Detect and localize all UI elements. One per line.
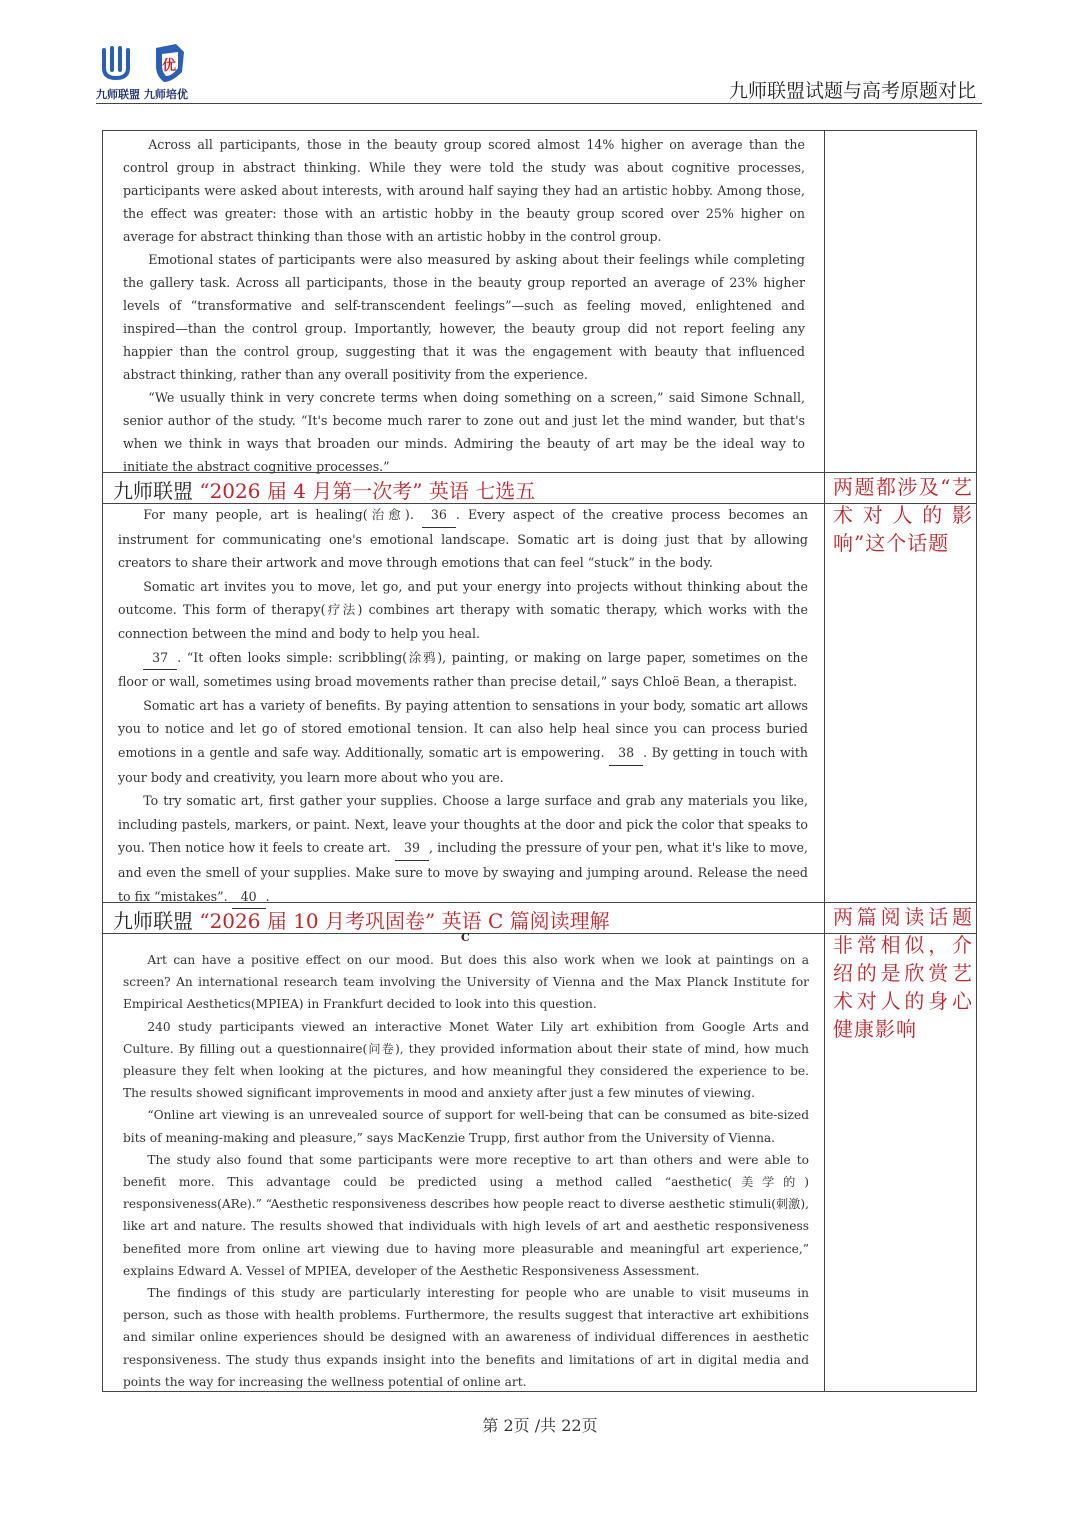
paragraph: For many people, art is healing(治愈). 36 . Every aspect of the creative process becomes an instrument for communicating one's emotional landscape. Somatic art is doing just that by allowing creators to share their artwork and move through emotions that can feel “stuck” in the body. bbox=[118, 503, 808, 575]
paragraph: To try somatic art, first gather your supplies. Choose a large surface and grab any materials you like, including pastels, markers, or paint. Next, leave your thoughts at the door and pick the color that speaks to you. Then notice how it feels to create art. 39 , including the pressure of your pen, what it's like to move, and even the smell of your supplies. Make sure to move by swaying and jumping around. Release the need to fix “mistakes”. 40 . bbox=[118, 789, 808, 909]
header-divider bbox=[96, 103, 982, 104]
comparison-note-1: 两题都涉及“艺术对人的影响”这个话题 bbox=[833, 475, 973, 555]
passage-original bbox=[123, 133, 805, 478]
passage-seven-choose-five bbox=[118, 503, 808, 909]
passage-reading-c bbox=[123, 949, 809, 1393]
title-exam: “2026 届 10 月考巩固卷” bbox=[199, 909, 436, 933]
paragraph: “We usually think in very concrete terms when doing something on a screen,” said Simone Schnall, senior author of the study. “It's become much rarer to zone out and just let the mind wander, but that's when we think in ways that broaden our minds. Admiring the beauty of art may be the ideal way to initiate the abstract cognitive processes.” bbox=[123, 390, 805, 474]
paragraph: Across all participants, those in the beauty group scored almost 14% higher on average than the control group in abstract thinking. While they were told the study was about cognitive processes, participants were asked about interests, with around half saying they had an artistic hobby. Among those, the effect was greater: those with an artistic hobby in the beauty group scored over 25% higher on average for abstract thinking than those with an artistic hobby in the control group. bbox=[123, 137, 805, 244]
blank-40: 40 bbox=[232, 885, 266, 910]
row-title-seven-choose-five bbox=[113, 475, 535, 504]
paragraph: The study also found that some participants were more receptive to art than others and were able to benefit more. This advantage could be predicted using a method called “aesthetic(美学的) responsiveness(ARe).” “Aesthetic responsiveness describes how people react to diverse aesthetic stimuli(刺激), like art and nature. The results showed that individuals with high levels of art and aesthetic responsiveness benefited more from online art viewing due to having more pleasurable and meaningful art experience,” explains Edward A. Vessel of MPIEA, developer of the Aesthetic Responsiveness Assessment. bbox=[123, 1152, 809, 1278]
paragraph: “Online art viewing is an unrevealed source of support for well-being that can be consumed as bite-sized bits of meaning-making and pleasure,” says MacKenzie Trupp, first author from the University of Vienna. bbox=[123, 1108, 809, 1145]
paragraph: The findings of this study are particularly interesting for people who are unable to visit museums in person, such as those with health problems. Furthermore, the results suggest that interactive art exhibitions and similar online experiences should be designed with an awareness of individual differences in aesthetic responsiveness. The study thus expands insight into the benefits and limitations of art in digital media and points the way for increasing the wellness potential of online art. bbox=[123, 1286, 809, 1389]
blank-37: 37 bbox=[143, 646, 177, 671]
title-type: 英语 C 篇阅读理解 bbox=[441, 909, 610, 933]
paragraph: 240 study participants viewed an interactive Monet Water Lily art exhibition from Google Arts and Culture. By filling out a questionnaire(问卷), they provided information about their state of mind, how much pleasure they felt when looking at the pictures, and how meaningful they considered the experience to be. The results showed significant improvements in mood and anxiety after just a few minutes of viewing. bbox=[123, 1019, 809, 1101]
logo-caption: 九师联盟 九师培优 bbox=[96, 88, 188, 101]
paragraph: 37 . “It often looks simple: scribbling(涂鸦), painting, or making on large paper, sometimes on the floor or wall, sometimes using broad movements rather than precise detail,” says Chloë Bean, a therapist. bbox=[118, 646, 808, 694]
paragraph: Emotional states of participants were also measured by asking about their feelings while completing the gallery task. Across all participants, those in the beauty group reported an average of 23% higher levels of “transformative and self-transcendent feelings”—such as feeling moved, enlightened and inspired—than the control group. Importantly, however, the beauty group did not report feeling any happier than the control group, suggesting that it was the engagement with beauty that influenced abstract thinking, rather than any overall positivity from the experience. bbox=[123, 252, 805, 382]
blank-38: 38 bbox=[609, 741, 643, 766]
page-number: 第 2页 /共 22页 bbox=[482, 1416, 598, 1435]
paragraph: Art can have a positive effect on our mood. But does this also work when we look at paintings on a screen? An international research team involving the University of Vienna and the Max Planck Institute for Empirical Aesthetics(MPIEA) in Frankfurt decided to look into this question. bbox=[123, 953, 809, 1012]
page-header-title: 九师联盟试题与高考原题对比 bbox=[728, 80, 976, 102]
svg-text:优: 优 bbox=[162, 58, 176, 74]
paragraph: Somatic art has a variety of benefits. By paying attention to sensations in your body, somatic art allows you to notice and let go of stored emotional tension. It can also help heal since you can process buried emotions in a gentle and safe way. Additionally, somatic art is empowering. 38 . By getting in touch with your body and creativity, you learn more about who you are. bbox=[118, 697, 808, 785]
comparison-note-2: 两篇阅读话题非常相似，介绍的是欣赏艺术对人的身心健康影响 bbox=[833, 905, 973, 1041]
title-type: 英语 七选五 bbox=[428, 479, 536, 503]
title-org: 九师联盟 bbox=[113, 479, 193, 503]
comparison-table bbox=[102, 130, 977, 1392]
title-exam: “2026 届 4 月第一次考” bbox=[199, 479, 423, 503]
column-divider bbox=[824, 131, 825, 1391]
blank-36: 36 bbox=[422, 503, 456, 528]
paragraph: Somatic art invites you to move, let go, and put your energy into projects without thinking about the outcome. This form of therapy(疗法) combines art therapy with somatic therapy, which works with the connection between the mind and body to help you heal. bbox=[118, 578, 808, 641]
blank-39: 39 bbox=[395, 836, 429, 861]
title-org: 九师联盟 bbox=[113, 909, 193, 933]
row-title-reading-c bbox=[113, 905, 610, 934]
section-label: C bbox=[461, 931, 470, 944]
